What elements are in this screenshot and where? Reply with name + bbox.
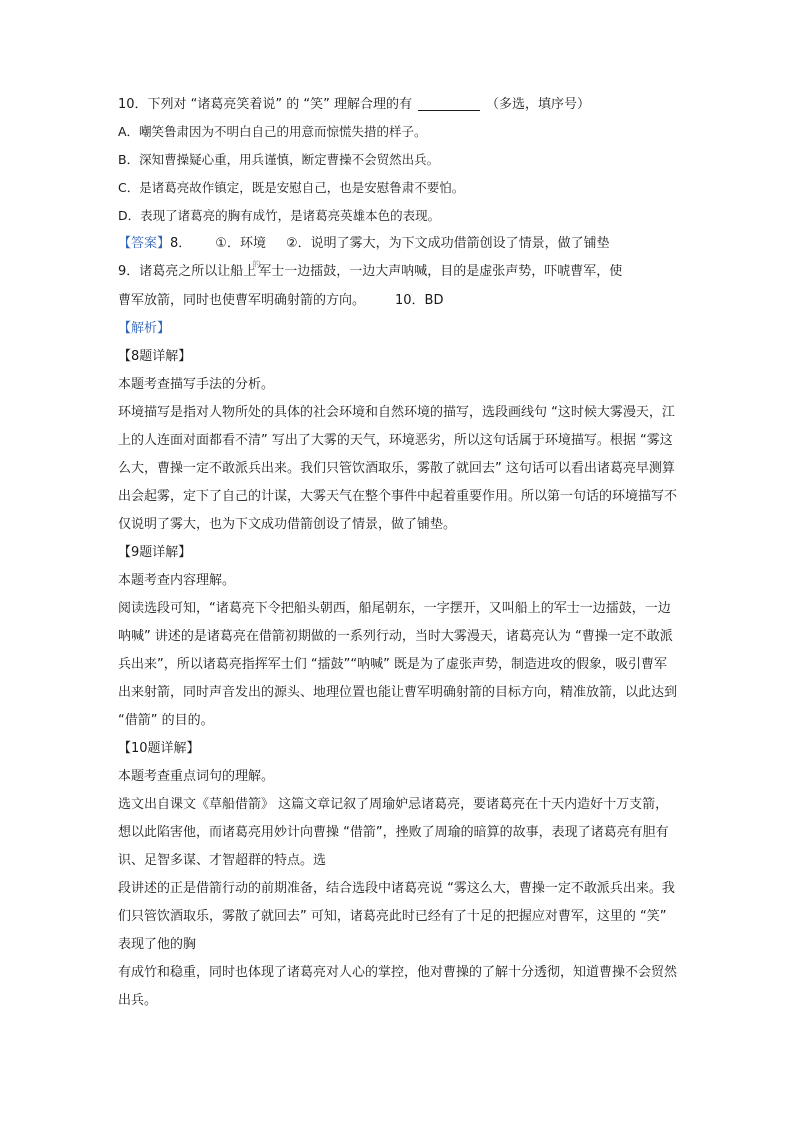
document-page xyxy=(118,92,678,1015)
answer-q8-part2: ②．说明了雾大，为下文成功借箭创设了情景，做了铺垫 xyxy=(285,236,610,251)
q10-detail-paragraph-3: 有成竹和稳重，同时也体现了诸葛亮对人心的掌控，他对曹操的了解十分透彻，知道曹操不会贸然出兵。 xyxy=(118,965,678,1008)
q10-detail-intro: 本题考查重点词句的理解。 xyxy=(118,769,275,784)
q8-detail-paragraph: 环境描写是指对人物所处的具体的社会环境和自然环境的描写，选段画线句 “这时候大雾漫天，江上的人连面对面都看不清” 写出了大雾的天气，环境恶劣，所以这句话属于环境描写。根据 “雾这么大，曹操一定不敢派兵出来。我们只管饮酒取乐，雾散了就回去” 这句话可以看出诸葛亮早测算出会起雾，定下了自己的计谋，大雾天气在整个事件中起着重要作用。所以第一句话的环境描写不仅说明了雾大，也为下文成功借箭创设了情景，做了铺垫。 xyxy=(118,405,678,532)
q10-detail-heading: 【10题详解】 xyxy=(118,741,200,756)
small-inline-mark: 的 xyxy=(252,260,261,269)
answer-tag: 【答案】 xyxy=(118,236,171,251)
question-10-title xyxy=(118,92,678,118)
answer-q9-text-a: 9．诸葛亮之所以让船上 xyxy=(118,264,257,279)
question-10-title-text: 10．下列对 “诸葛亮笑着说” 的 “笑” 理解合理的有 xyxy=(118,97,413,112)
option-c: C．是诸葛亮故作镇定，既是安慰自己，也是安慰鲁肃不要怕。 xyxy=(118,180,465,195)
option-b: B．深知曹操疑心重，用兵谨慎，断定曹操不会贸然出兵。 xyxy=(118,152,440,167)
answer-q9-text-b: 军士一边擂鼓，一边大声呐喊，目的是虚张声势，吓唬曹军，使 xyxy=(258,264,623,279)
answer-q10: 10．BD xyxy=(395,293,444,308)
q10-detail-paragraph-2: 段讲述的正是借箭行动的前期准备，结合选段中诸葛亮说 “雾这么大，曹操一定不敢派兵出来。我们只管饮酒取乐，雾散了就回去” 可知，诸葛亮此时已经有了十足的把握应对曹军，这里的 “笑” 表现了他的胸 xyxy=(118,881,675,952)
answer-q9-line2 xyxy=(118,287,678,315)
q8-detail-intro: 本题考查描写手法的分析。 xyxy=(118,377,275,392)
q9-detail-intro: 本题考查内容理解。 xyxy=(118,573,236,588)
q8-detail-heading: 【8题详解】 xyxy=(118,349,192,364)
option-a: A．嘲笑鲁肃因为不明白自己的用意而惊慌失措的样子。 xyxy=(118,124,427,139)
answer-blank xyxy=(418,110,480,111)
answer-q9-line1 xyxy=(118,258,678,287)
answer-q8-part1: ①．环境 xyxy=(215,236,266,251)
q9-detail-paragraph: 阅读选段可知，“诸葛亮下令把船头朝西，船尾朝东，一字摆开，又叫船上的军士一边擂鼓，一边呐喊” 讲述的是诸葛亮在借箭初期做的一系列行动，当时大雾漫天，诸葛亮认为 “曹操一定不敢派兵出来”，所以诸葛亮指挥军士们 “擂鼓”“呐喊” 既是为了虚张声势，制造进攻的假象，吸引曹军出来射箭，同时声音发出的源头、地理位置也能让曹军明确射箭的目标方向，精准放箭，以此达到 “借箭” 的目的。 xyxy=(118,601,678,728)
option-d: D．表现了诸葛亮的胸有成竹，是诸葛亮英雄本色的表现。 xyxy=(118,208,441,223)
q9-detail-heading: 【9题详解】 xyxy=(118,545,192,560)
question-10-title-suffix: （多选，填序号） xyxy=(486,97,591,112)
answer-q9-text-c: 曹军放箭，同时也使曹军明确射箭的方向。 xyxy=(118,293,366,308)
answer-line xyxy=(118,230,678,258)
q10-detail-paragraph-1: 选文出自课文《草船借箭》 这篇文章记叙了周瑜妒忌诸葛亮，要诸葛亮在十天内造好十万支箭，想以此陷害他，而诸葛亮用妙计向曹操 “借箭”，挫败了周瑜的暗算的故事，表现了诸葛亮有胆有识、足智多谋、才智超群的特点。选 xyxy=(118,797,669,868)
answer-q8-number: 8． xyxy=(170,236,192,251)
analysis-tag: 【解析】 xyxy=(118,321,171,336)
